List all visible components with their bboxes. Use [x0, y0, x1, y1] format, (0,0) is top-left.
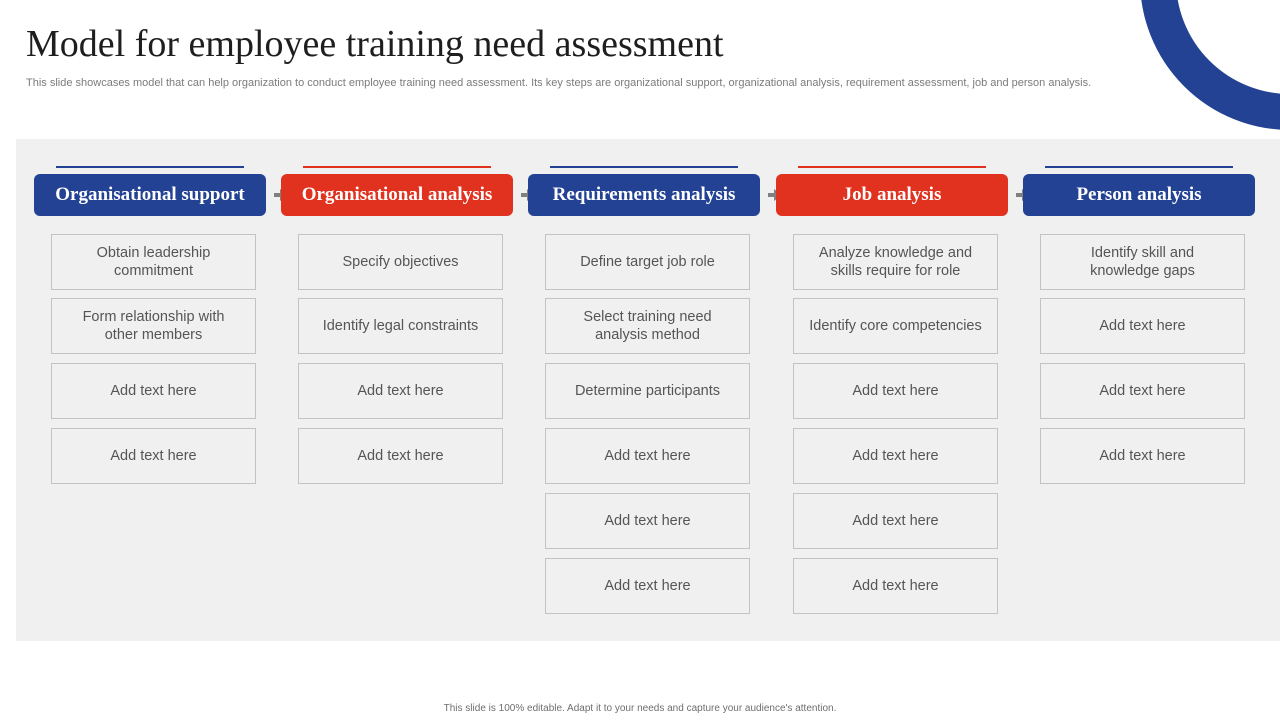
list-item[interactable]: Identify skill and knowledge gaps: [1040, 234, 1245, 290]
list-item[interactable]: Add text here: [793, 363, 998, 419]
slide-footer: This slide is 100% editable. Adapt it to your needs and capture your audience's attention.: [443, 703, 837, 714]
list-item[interactable]: Add text here: [298, 428, 503, 484]
list-item[interactable]: Add text here: [793, 428, 998, 484]
list-item[interactable]: Identify legal constraints: [298, 298, 503, 354]
list-item[interactable]: Define target job role: [545, 234, 750, 290]
list-item[interactable]: Add text here: [1040, 428, 1245, 484]
column-header: Requirements analysis: [528, 174, 760, 216]
column-accent-line: [56, 166, 244, 168]
list-item[interactable]: Form relationship with other members: [51, 298, 256, 354]
list-item[interactable]: Add text here: [545, 428, 750, 484]
decorative-arc: [1140, 0, 1280, 130]
slide-subtitle: This slide showcases model that can help organization to conduct employee training need assessment. Its key steps are organizational support, organizational analysis, requirement assessment, job and person analysis.: [26, 77, 1092, 89]
list-item[interactable]: Add text here: [1040, 363, 1245, 419]
list-item[interactable]: Add text here: [793, 493, 998, 549]
list-item[interactable]: Add text here: [545, 493, 750, 549]
column-header: Job analysis: [776, 174, 1008, 216]
column-accent-line: [798, 166, 986, 168]
assessment-model-panel: [16, 139, 1280, 641]
column-accent-line: [303, 166, 491, 168]
column-header: Organisational analysis: [281, 174, 513, 216]
column-header: Person analysis: [1023, 174, 1255, 216]
list-item[interactable]: Add text here: [298, 363, 503, 419]
slide-title: Model for employee training need assessment: [26, 23, 724, 65]
list-item[interactable]: Specify objectives: [298, 234, 503, 290]
column-accent-line: [550, 166, 738, 168]
list-item[interactable]: Add text here: [51, 428, 256, 484]
list-item[interactable]: Add text here: [51, 363, 256, 419]
list-item[interactable]: Obtain leadership commitment: [51, 234, 256, 290]
list-item[interactable]: Analyze knowledge and skills require for role: [793, 234, 998, 290]
list-item[interactable]: Add text here: [545, 558, 750, 614]
list-item[interactable]: Determine participants: [545, 363, 750, 419]
list-item[interactable]: Add text here: [1040, 298, 1245, 354]
list-item[interactable]: Add text here: [793, 558, 998, 614]
column-header: Organisational support: [34, 174, 266, 216]
list-item[interactable]: Select training need analysis method: [545, 298, 750, 354]
list-item[interactable]: Identify core competencies: [793, 298, 998, 354]
column-accent-line: [1045, 166, 1233, 168]
